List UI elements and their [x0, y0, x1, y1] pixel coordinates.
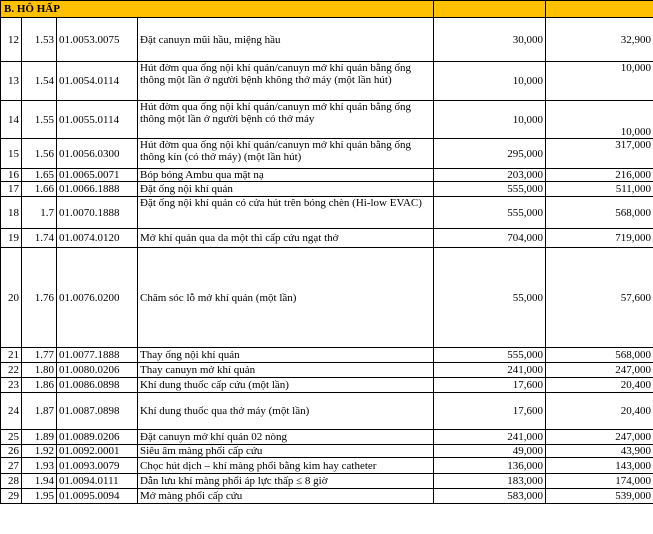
service-id: 01.0055.0114: [57, 101, 138, 139]
price-1: 241,000: [434, 430, 546, 445]
row-code: 1.80: [22, 363, 57, 378]
price-1: 30,000: [434, 18, 546, 62]
row-number: 13: [1, 62, 22, 101]
table-row: [1, 363, 653, 378]
table-row: [1, 489, 653, 504]
row-code: 1.55: [22, 101, 57, 139]
price-2: 539,000: [546, 489, 653, 504]
row-code: 1.86: [22, 378, 57, 393]
price-2: 247,000: [546, 363, 653, 378]
row-number: 24: [1, 393, 22, 430]
table-row: [1, 474, 653, 489]
price-1: 203,000: [434, 169, 546, 182]
row-code: 1.94: [22, 474, 57, 489]
service-name: Hút đờm qua ống nội khí quản/canuyn mở khí quản bằng ống thông một lần ở người bệnh có thở máy: [138, 101, 434, 139]
service-id: 01.0095.0094: [57, 489, 138, 504]
service-id: 01.0076.0200: [57, 248, 138, 348]
price-1: 704,000: [434, 229, 546, 248]
service-name: Siêu âm màng phổi cấp cứu: [138, 445, 434, 458]
row-number: 19: [1, 229, 22, 248]
row-code: 1.54: [22, 62, 57, 101]
service-name: Mở màng phổi cấp cứu: [138, 489, 434, 504]
price-2: 719,000: [546, 229, 653, 248]
service-name: Dẫn lưu khí màng phổi áp lực thấp ≤ 8 giờ: [138, 474, 434, 489]
row-number: 16: [1, 169, 22, 182]
service-id: 01.0074.0120: [57, 229, 138, 248]
table-row: [1, 248, 653, 348]
price-1: 583,000: [434, 489, 546, 504]
service-id: 01.0093.0079: [57, 458, 138, 474]
price-1: 17,600: [434, 393, 546, 430]
price-2: 568,000: [546, 348, 653, 363]
row-code: 1.87: [22, 393, 57, 430]
price-1: 295,000: [434, 139, 546, 169]
table-row: [1, 182, 653, 197]
price-2: 247,000: [546, 430, 653, 445]
table-row: [1, 139, 653, 169]
row-code: 1.93: [22, 458, 57, 474]
service-name: Thay canuyn mở khí quản: [138, 363, 434, 378]
service-name: Chọc hút dịch – khí màng phổi bằng kim hay catheter: [138, 458, 434, 474]
row-number: 14: [1, 101, 22, 139]
price-2: 143,000: [546, 458, 653, 474]
service-id: 01.0054.0114: [57, 62, 138, 101]
price-1: 49,000: [434, 445, 546, 458]
price-1: 241,000: [434, 363, 546, 378]
price-1: 183,000: [434, 474, 546, 489]
row-code: 1.92: [22, 445, 57, 458]
service-name: Đặt ống nội khí quản: [138, 182, 434, 197]
table-row: [1, 430, 653, 445]
price-1: 555,000: [434, 348, 546, 363]
row-number: 12: [1, 18, 22, 62]
service-name: Chăm sóc lỗ mở khí quản (một lần): [138, 248, 434, 348]
row-number: 25: [1, 430, 22, 445]
service-name: Thay ống nội khí quản: [138, 348, 434, 363]
table-row: [1, 18, 653, 62]
price-2: 568,000: [546, 197, 653, 229]
service-id: 01.0077.1888: [57, 348, 138, 363]
row-number: 29: [1, 489, 22, 504]
service-id: 01.0066.1888: [57, 182, 138, 197]
service-name: Hút đờm qua ống nội khí quản/canuyn mở khí quản bằng ống thông kín (có thở máy) (một lần hút): [138, 139, 434, 169]
service-id: 01.0089.0206: [57, 430, 138, 445]
service-name: Bóp bóng Ambu qua mặt nạ: [138, 169, 434, 182]
price-1: 55,000: [434, 248, 546, 348]
service-id: 01.0070.1888: [57, 197, 138, 229]
price-1: 10,000: [434, 101, 546, 139]
table-row: [1, 169, 653, 182]
service-name: Khí dung thuốc qua thở máy (một lần): [138, 393, 434, 430]
service-id: 01.0094.0111: [57, 474, 138, 489]
row-number: 22: [1, 363, 22, 378]
service-id: 01.0087.0898: [57, 393, 138, 430]
price-2: 317,000: [546, 139, 653, 169]
row-code: 1.65: [22, 169, 57, 182]
row-code: 1.77: [22, 348, 57, 363]
price-2: 20,400: [546, 393, 653, 430]
service-name: Mở khí quản qua da một thì cấp cứu ngạt thở: [138, 229, 434, 248]
table-row: [1, 393, 653, 430]
row-code: 1.89: [22, 430, 57, 445]
service-name: Đặt canuyn mở khí quản 02 nòng: [138, 430, 434, 445]
table-row: [1, 197, 653, 229]
table-row: [1, 458, 653, 474]
price-2: 43,900: [546, 445, 653, 458]
service-id: 01.0053.0075: [57, 18, 138, 62]
row-number: 18: [1, 197, 22, 229]
row-code: 1.66: [22, 182, 57, 197]
service-name: Đặt ống nội khí quản có cửa hút trên bóng chèn (Hi-low EVAC): [138, 197, 434, 229]
price-2: 10,000: [546, 101, 653, 139]
price-2: 174,000: [546, 474, 653, 489]
table-row: [1, 62, 653, 101]
row-code: 1.95: [22, 489, 57, 504]
service-name: Đặt canuyn mũi hầu, miệng hầu: [138, 18, 434, 62]
row-code: 1.74: [22, 229, 57, 248]
price-2: 10,000: [546, 62, 653, 101]
price-2: 32,900: [546, 18, 653, 62]
price-2: 216,000: [546, 169, 653, 182]
row-number: 27: [1, 458, 22, 474]
row-number: 20: [1, 248, 22, 348]
row-number: 21: [1, 348, 22, 363]
row-number: 23: [1, 378, 22, 393]
row-code: 1.76: [22, 248, 57, 348]
row-code: 1.7: [22, 197, 57, 229]
price-1: 136,000: [434, 458, 546, 474]
table-row: [1, 445, 653, 458]
row-code: 1.53: [22, 18, 57, 62]
table-row: [1, 378, 653, 393]
header-blank-cell: [434, 1, 546, 18]
section-header-row: [1, 1, 653, 18]
price-1: 555,000: [434, 197, 546, 229]
table-row: [1, 229, 653, 248]
price-1: 17,600: [434, 378, 546, 393]
service-name: Khí dung thuốc cấp cứu (một lần): [138, 378, 434, 393]
service-id: 01.0092.0001: [57, 445, 138, 458]
row-number: 28: [1, 474, 22, 489]
price-1: 555,000: [434, 182, 546, 197]
service-id: 01.0056.0300: [57, 139, 138, 169]
header-blank-cell: [546, 1, 653, 18]
price-1: 10,000: [434, 62, 546, 101]
row-number: 17: [1, 182, 22, 197]
service-id: 01.0065.0071: [57, 169, 138, 182]
service-name: Hút đờm qua ống nội khí quản/canuyn mở khí quản bằng ống thông một lần ở người bệnh không thở máy (một lần hút): [138, 62, 434, 101]
table-row: [1, 348, 653, 363]
section-title: B. HÔ HẤP: [1, 1, 434, 18]
row-code: 1.56: [22, 139, 57, 169]
table-row: [1, 101, 653, 139]
row-number: 26: [1, 445, 22, 458]
service-id: 01.0086.0898: [57, 378, 138, 393]
service-id: 01.0080.0206: [57, 363, 138, 378]
price-2: 20,400: [546, 378, 653, 393]
row-number: 15: [1, 139, 22, 169]
price-2: 511,000: [546, 182, 653, 197]
price-2: 57,600: [546, 248, 653, 348]
